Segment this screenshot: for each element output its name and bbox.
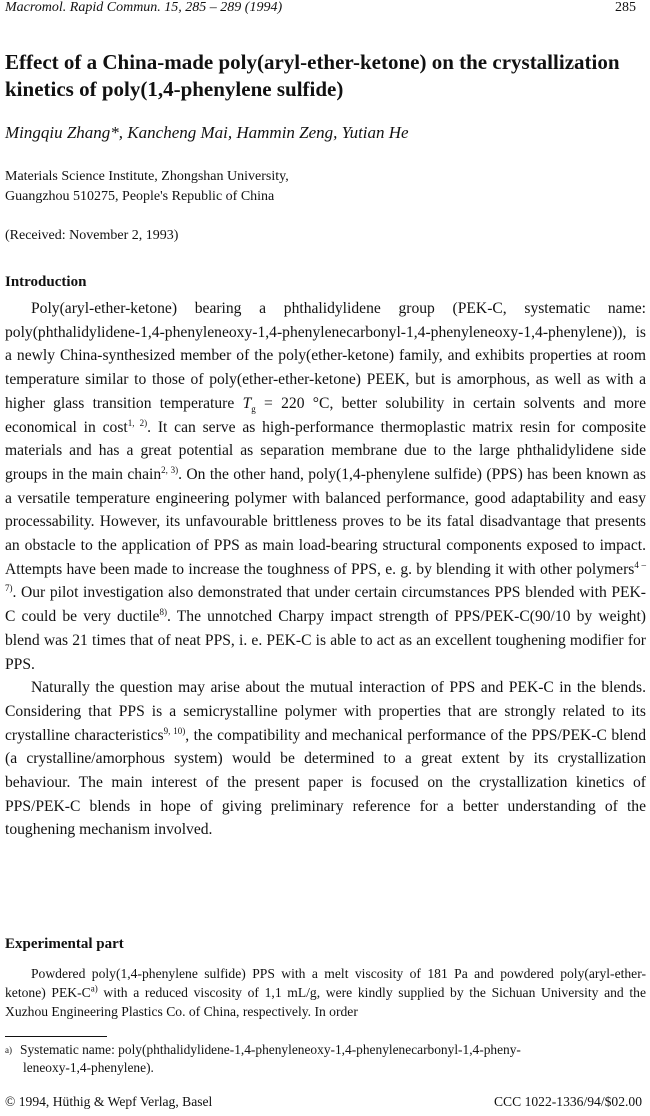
citation-ref: 1, 2) <box>127 417 148 428</box>
footnote-rule <box>5 1036 107 1037</box>
experimental-heading: Experimental part <box>5 936 124 952</box>
introduction-paragraph-1 <box>5 297 646 676</box>
affiliation-line-1: Materials Science Institute, Zhongshan University, <box>5 169 289 184</box>
experimental-body <box>5 965 646 1021</box>
article-title: Effect of a China-made poly(aryl-ether-ketone) on the crystallization kinetics of poly(1,4-phenylene sulfide) <box>5 50 620 101</box>
affiliation <box>5 167 289 207</box>
author-list: Mingqiu Zhang*, Kancheng Mai, Hammin Zeng, Yutian He <box>5 123 409 142</box>
page-number: 285 <box>615 0 636 15</box>
citation-ref: 9, 10) <box>163 725 186 736</box>
footnote-label: a) <box>5 1045 12 1055</box>
footnote-mark: a) <box>90 983 98 994</box>
intro-p1-text-4: . On the other hand, poly(1,4-phenylene sulfide) (PPS) has been known as a versatile temperature engineering polymer with balanced performance, good adaptability and easy processability. However, its unfavourable brittleness proves to be its fatal disadvantage that presents an obstacle to the application of PPS as main load-bearing structural components exposed to impact. Attempts have been made to increase the toughness of PPS, e. g. by blending it with other polymers <box>5 465 646 578</box>
intro-p2-text-2: , the compatibility and mechanical performance of the PPS/PEK-C blend (a crystalline/amorphous system) would be determined to a great extent by its crystallization behaviour. The main interest of the present paper is focused on the crystallization kinetics of PPS/PEK-C blends in hope of giving preliminary reference for a better understanding of the toughening mechanism involved. <box>5 726 646 839</box>
intro-p2-text-1: Naturally the question may arise about the mutual interaction of PPS and PEK-C in the blends. Considering that PPS is a semicrystalline polymer with properties that are strongly related to its crystalline characteristics <box>5 679 646 744</box>
footnote <box>5 1041 645 1077</box>
intro-p1-text-1: Poly(aryl-ether-ketone) bearing a phthalidylidene group (PEK-C, systematic name: poly(phthalidylidene-1,4-phenyleneoxy-1,4-phenylenecarbonyl-1,4-phenyleneoxy-1,4-phenylene)), is a newly China-synthesized member of the poly(ether-ketone) family, and exhibits properties at room temperature similar to those of poly(ether-ether-ketone) PEEK, but is amorphous, as well as with a higher glass transition temperature <box>5 300 646 412</box>
footnote-line-2: leneoxy-1,4-phenylene). <box>23 1060 154 1075</box>
intro-p1-text-6: . The unnotched Charpy impact strength of PPS/PEK-C(90/10 by weight) blend was 21 times that of neat PPS, i. e. PEK-C is able to act as an excellent toughening modifier for PPS. <box>5 608 647 673</box>
exp-text-2: with a reduced viscosity of 1,1 mL/g, were kindly supplied by the Sichuan University and the Xuzhou Engineering Plastics Co. of China, respectively. In order <box>5 984 647 1019</box>
ccc-code: CCC 1022-1336/94/$02.00 <box>493 1094 642 1109</box>
intro-p1-text-3: . It can serve as high-performance thermoplastic matrix resin for composite materials and has a great potential as separation membrane due to the large phthalidylidene side groups in the main chain <box>5 418 646 483</box>
running-head <box>5 0 636 16</box>
intro-p1-text-5: . Our pilot investigation also demonstrated that under certain circumstances PPS blended with PEK-C could be very ductile <box>5 584 646 626</box>
citation-ref: 8) <box>159 606 167 617</box>
citation-ref: 4 – 7) <box>5 559 646 594</box>
introduction-body <box>5 297 646 842</box>
tg-symbol: T <box>242 394 252 412</box>
exp-text-1: Powdered poly(1,4-phenylene sulfide) PPS with a melt viscosity of 181 Pa and powdered poly(aryl-ether-ketone) PEK-C <box>5 966 646 1000</box>
copyright-notice: © 1994, Hüthig & Wepf Verlag, Basel <box>5 1094 213 1109</box>
tg-subscript: g <box>251 403 256 414</box>
journal-citation: Macromol. Rapid Commun. 15, 285 – 289 (1994) <box>5 0 283 15</box>
intro-p1-text-2: = 220 °C, better solubility in certain solvents and more economical in cost <box>5 394 646 436</box>
introduction-heading: Introduction <box>5 274 87 290</box>
received-date: (Received: November 2, 1993) <box>5 228 179 243</box>
affiliation-line-2: Guangzhou 510275, People's Republic of China <box>5 189 275 204</box>
footnote-line-1: Systematic name: poly(phthalidylidene-1,4-phenyleneoxy-1,4-phenylenecarbonyl-1,4-pheny- <box>20 1042 521 1057</box>
introduction-paragraph-2 <box>5 676 646 842</box>
page-footer <box>5 1093 642 1111</box>
experimental-paragraph <box>5 965 646 1021</box>
citation-ref: 2, 3) <box>161 464 179 475</box>
